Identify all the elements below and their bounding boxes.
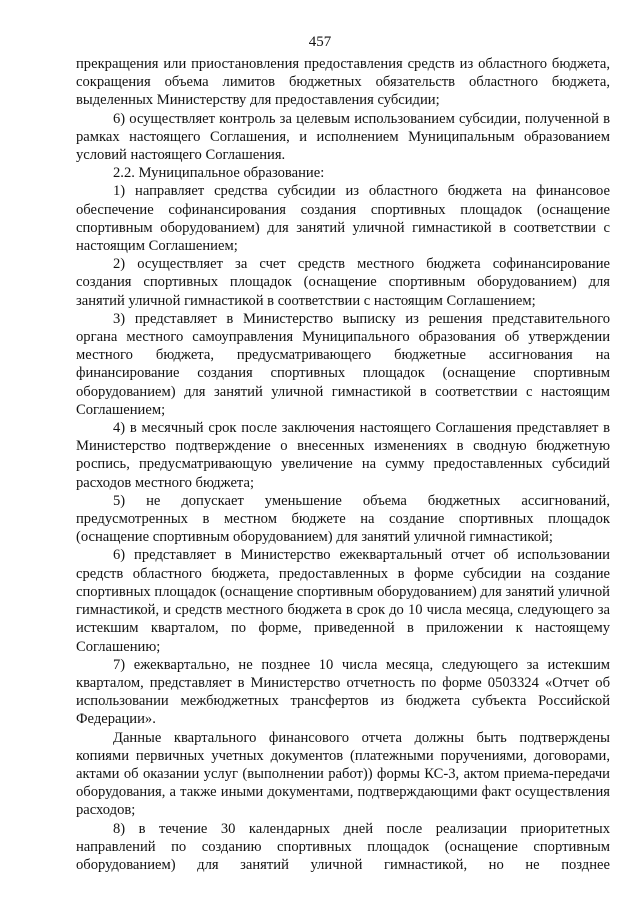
paragraph-item-6-control: 6) осуществляет контроль за целевым использованием субсидии, полученной в рамках настоящего Соглашения, и исполнением Муниципальным образованием условий настоящего Соглашения. (76, 110, 610, 164)
paragraph-item-7: 7) ежеквартально, не позднее 10 числа месяца, следующего за истекшим кварталом, представляет в Министерство отчетность по форме 0503324 «Отчет об использовании межбюджетных трансфертов из бюджета субъекта Российской Федерации». (76, 656, 610, 728)
page-number: 457 (308, 34, 332, 50)
paragraph-item-8: 8) в течение 30 календарных дней после реализации приоритетных направлений по созданию спортивных площадок (оснащение спортивным оборудованием) для занятий уличной гимнастикой, но не позднее (76, 820, 610, 873)
paragraph-report-confirmation: Данные квартального финансового отчета должны быть подтверждены копиями первичных учетных документов (платежными поручениями, договорами, актами об оказании услуг (выполнении работ)) формы КС-3, актом приема-передачи оборудования, а также иными документами, подтверждающими факт осуществления расходов; (76, 729, 610, 819)
paragraph-item-5: 5) не допускает уменьшение объема бюджетных ассигнований, предусмотренных в местном бюджете на создание спортивных площадок (оснащение спортивным оборудованием) для занятий уличной гимнастикой; (76, 492, 610, 546)
paragraph-continuation: прекращения или приостановления предоставления средств из областного бюджета, сокращения объема лимитов бюджетных обязательств областного бюджета, выделенных Министерству для предоставления субсидии; (76, 56, 610, 109)
paragraph-item-3: 3) представляет в Министерство выписку из решения представительного органа местного самоуправления Муниципального образования об утверждении местного бюджета, предусматривающего бюджетные ассигнования на финансирование создания спортивных площадок (оснащение спортивным оборудованием) для занятий уличной гимнастикой в соответствии с настоящим Соглашением; (76, 310, 610, 418)
paragraph-item-4: 4) в месячный срок после заключения настоящего Соглашения представляет в Министерство подтверждение о внесенных изменениях в сводную бюджетную роспись, предусматривающую увеличение на сумму предоставленных субсидий расходов местного бюджета; (76, 420, 610, 491)
paragraph-item-6-report: 6) представляет в Министерство ежеквартальный отчет об использовании средств областного бюджета, предоставленных в форме субсидии на создание спортивных площадок (оснащение спортивным оборудованием) для занятий уличной гимнастикой, и средств местного бюджета в срок до 10 числа месяца, следующего за истекшим кварталом, по форме, приведенной в приложении к настоящему Соглашению; (76, 547, 610, 655)
section-heading-2-2: 2.2. Муниципальное образование: (113, 165, 325, 182)
paragraph-item-2: 2) осуществляет за счет средств местного бюджета софинансирование создания спортивных площадок (оснащение спортивным оборудованием) для занятий уличной гимнастикой в соответствии с настоящим Соглашением; (76, 256, 610, 309)
document-body (76, 55, 610, 874)
paragraph-item-1: 1) направляет средства субсидии из областного бюджета на финансовое обеспечение софинансирования создания спортивных площадок (оснащение спортивным оборудованием) для занятий уличной гимнастикой в соответствии с настоящим Соглашением; (76, 183, 610, 255)
